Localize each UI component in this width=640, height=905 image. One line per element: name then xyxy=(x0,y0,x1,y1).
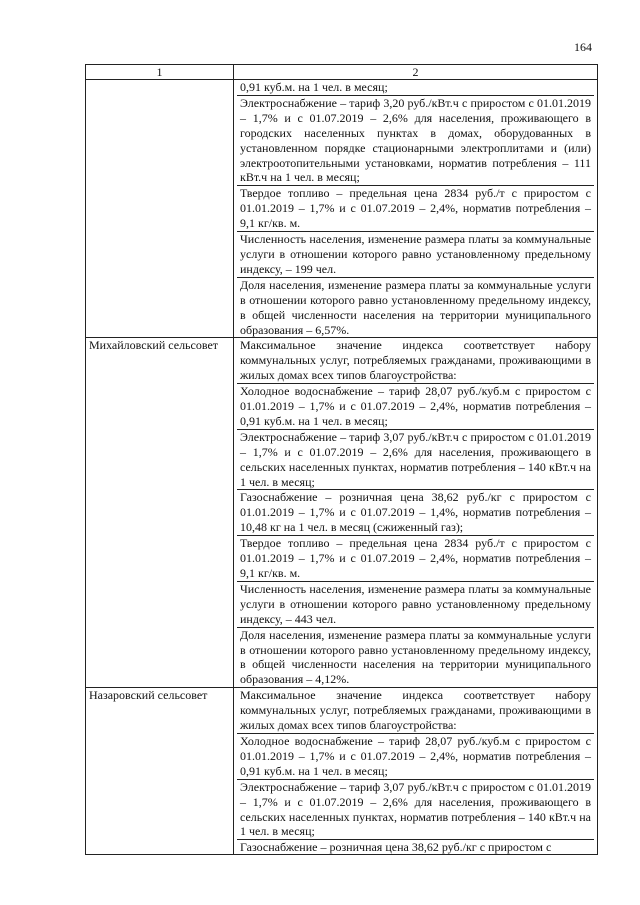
paragraph: Электроснабжение – тариф 3,07 руб./кВт.ч с приростом с 01.01.2019 – 1,7% и с 01.07.2019 – 2,6% для населения, проживающего в сельских населенных пунктах, норматив потребления – 140 кВт.ч на 1 чел. в месяц; xyxy=(237,779,594,840)
paragraph: Твердое топливо – предельная цена 2834 руб./т с приростом с 01.01.2019 – 1,7% и с 01.07.2019 – 2,4%, норматив потребления – 9,1 кг/кв. м. xyxy=(237,535,594,581)
paragraph: Численность населения, изменение размера платы за коммунальные услуги в отношении которого равно установленному предельному индексу, – 443 чел. xyxy=(237,581,594,627)
municipality-cell: Назаровский сельсовет xyxy=(86,688,234,855)
paragraph: Холодное водоснабжение – тариф 28,07 руб./куб.м с приростом с 01.01.2019 – 1,7% и с 01.07.2019 – 2,4%, норматив потребления – 0,91 куб.м. на 1 чел. в месяц; xyxy=(237,383,594,429)
municipality-cell: Михайловский сельсовет xyxy=(86,338,234,688)
document-table xyxy=(85,64,598,855)
paragraph: Электроснабжение – тариф 3,07 руб./кВт.ч с приростом с 01.01.2019 – 1,7% и с 01.07.2019 – 2,6% для населения, проживающего в сельских населенных пунктах, норматив потребления – 140 кВт.ч на 1 чел. в месяц; xyxy=(237,429,594,490)
paragraph: Численность населения, изменение размера платы за коммунальные услуги в отношении которого равно установленному предельному индексу, – 199 чел. xyxy=(237,231,594,277)
paragraph: Газоснабжение – розничная цена 38,62 руб./кг с приростом с xyxy=(237,839,594,854)
table-header-row xyxy=(86,65,598,80)
paragraph: Твердое топливо – предельная цена 2834 руб./т с приростом с 01.01.2019 – 1,7% и с 01.07.2019 – 2,4%, норматив потребления – 9,1 кг/кв. м. xyxy=(237,185,594,231)
column-header-1: 1 xyxy=(86,65,234,80)
column-header-2: 2 xyxy=(234,65,598,80)
municipality-cell xyxy=(86,80,234,338)
paragraph: Максимальное значение индекса соответствует набору коммунальных услуг, потребляемых гражданами, проживающими в жилых домах всех типов благоустройства: xyxy=(240,688,591,733)
page-number: 164 xyxy=(574,40,592,54)
paragraph: Максимальное значение индекса соответствует набору коммунальных услуг, потребляемых гражданами, проживающими в жилых домах всех типов благоустройства: xyxy=(240,338,591,383)
paragraph: Доля населения, изменение размера платы за коммунальные услуги в отношении которого равно установленному предельному индексу, в общей численности населения на территории муниципального образования – 4,12%. xyxy=(237,627,594,688)
paragraph: 0,91 куб.м. на 1 чел. в месяц; xyxy=(240,80,388,94)
table-row xyxy=(86,80,598,338)
paragraph: Доля населения, изменение размера платы за коммунальные услуги в отношении которого равно установленному предельному индексу, в общей численности населения на территории муниципального образования – 6,57%. xyxy=(237,277,594,338)
paragraph: Холодное водоснабжение – тариф 28,07 руб./куб.м с приростом с 01.01.2019 – 1,7% и с 01.07.2019 – 2,4%, норматив потребления – 0,91 куб.м. на 1 чел. в месяц; xyxy=(237,733,594,779)
content-cell xyxy=(234,338,598,688)
table-row xyxy=(86,688,598,855)
content-cell xyxy=(234,80,598,338)
content-cell xyxy=(234,688,598,855)
paragraph: Электроснабжение – тариф 3,20 руб./кВт.ч с приростом с 01.01.2019 – 1,7% и с 01.07.2019 – 2,6% для населения, проживающего в городских населенных пунктах в домах, оборудованных в установленном порядке стационарными электроплитами и (или) электроотопительными установками, норматив потребления – 111 кВт.ч на 1 чел. в месяц; xyxy=(237,95,594,185)
paragraph: Газоснабжение – розничная цена 38,62 руб./кг с приростом с 01.01.2019 – 1,7% и с 01.07.2019 – 1,4%, норматив потребления – 10,48 кг на 1 чел. в месяц (сжиженный газ); xyxy=(237,489,594,535)
table-row xyxy=(86,338,598,688)
